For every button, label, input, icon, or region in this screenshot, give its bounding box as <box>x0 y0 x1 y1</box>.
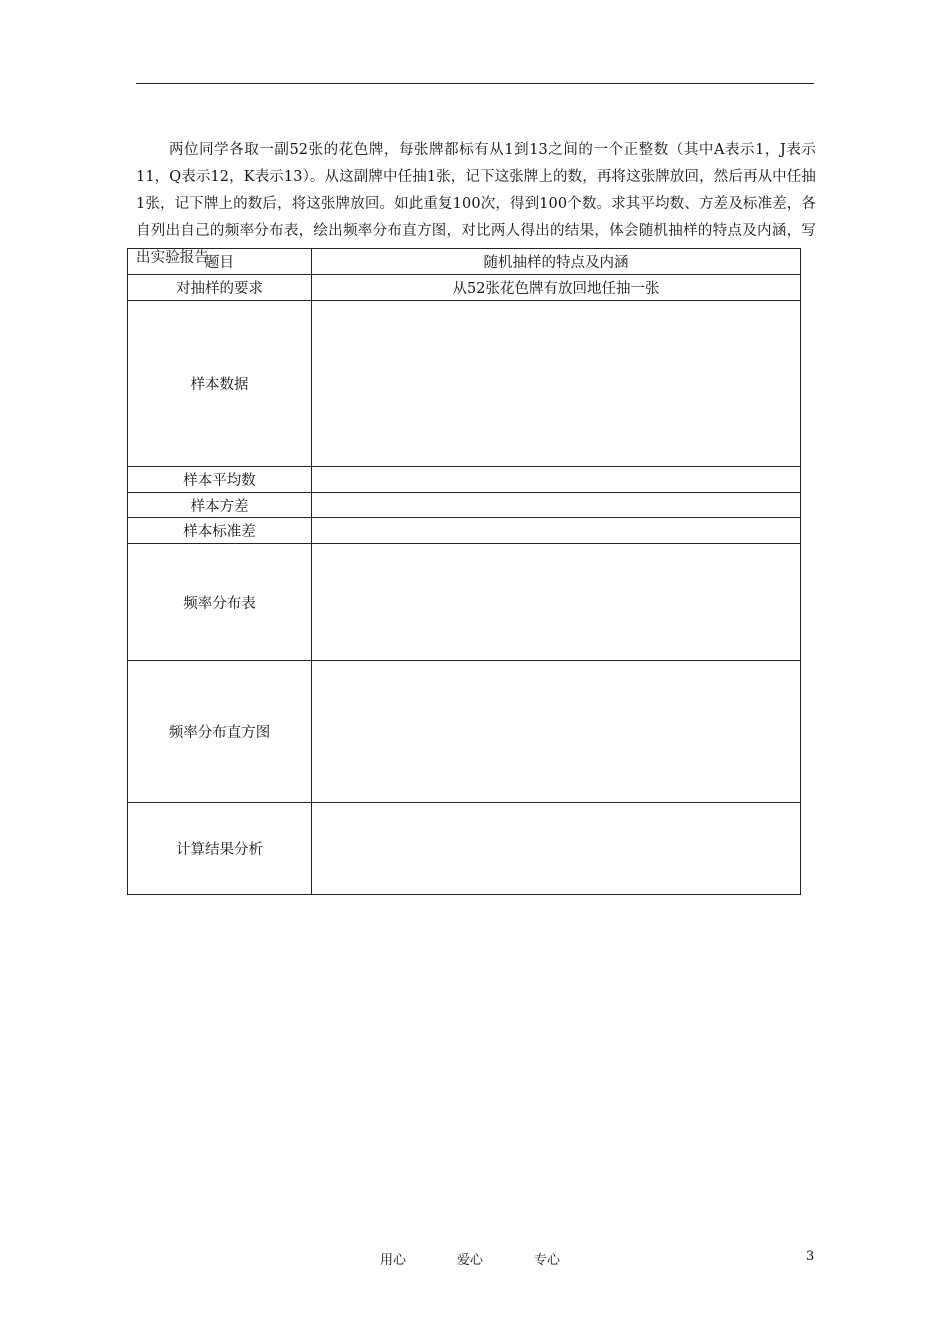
row-label: 样本平均数 <box>128 467 312 493</box>
table-row <box>128 518 801 544</box>
row-value <box>312 493 801 518</box>
row-value <box>312 803 801 895</box>
table-row <box>128 467 801 493</box>
row-value: 从52张花色牌有放回地任抽一张 <box>312 275 801 301</box>
header-value-cell: 随机抽样的特点及内涵 <box>312 249 801 275</box>
row-label: 样本方差 <box>128 493 312 518</box>
table-row <box>128 544 801 661</box>
row-label: 对抽样的要求 <box>128 275 312 301</box>
row-value <box>312 467 801 493</box>
row-label: 频率分布直方图 <box>128 661 312 803</box>
row-label: 计算结果分析 <box>128 803 312 895</box>
footer-item: 用心 <box>380 1253 407 1268</box>
row-value <box>312 518 801 544</box>
page-number: 3 <box>806 1249 815 1264</box>
row-value <box>312 661 801 803</box>
table-row <box>128 301 801 467</box>
row-label: 样本数据 <box>128 301 312 467</box>
table-row <box>128 803 801 895</box>
experiment-report-table <box>127 248 801 895</box>
table-row <box>128 661 801 803</box>
header-label-cell: 题目 <box>128 249 312 275</box>
row-value <box>312 301 801 467</box>
table-row <box>128 493 801 518</box>
problem-statement: 两位同学各取一副52张的花色牌，每张牌都标有从1到13之间的一个正整数（其中A表示1，J表示11，Q表示12，K表示13）。从这副牌中任抽1张，记下这张牌上的数，再将这张牌放回，然后再从中任抽1张，记下牌上的数后，将这张牌放回。如此重复100次，得到100个数。求其平均数、方差及标准差，各自列出自己的频率分布表，绘出频率分布直方图，对比两人得出的结果，体会随机抽样的特点及内涵，写出实验报告. <box>136 141 816 266</box>
footer-motto <box>380 1249 560 1268</box>
header-rule <box>136 83 814 84</box>
table-row <box>128 275 801 301</box>
row-value <box>312 544 801 661</box>
row-label: 样本标准差 <box>128 518 312 544</box>
footer-item: 专心 <box>533 1253 560 1268</box>
row-label: 频率分布表 <box>128 544 312 661</box>
footer-item: 爱心 <box>456 1253 483 1268</box>
table-header-row <box>128 249 801 275</box>
